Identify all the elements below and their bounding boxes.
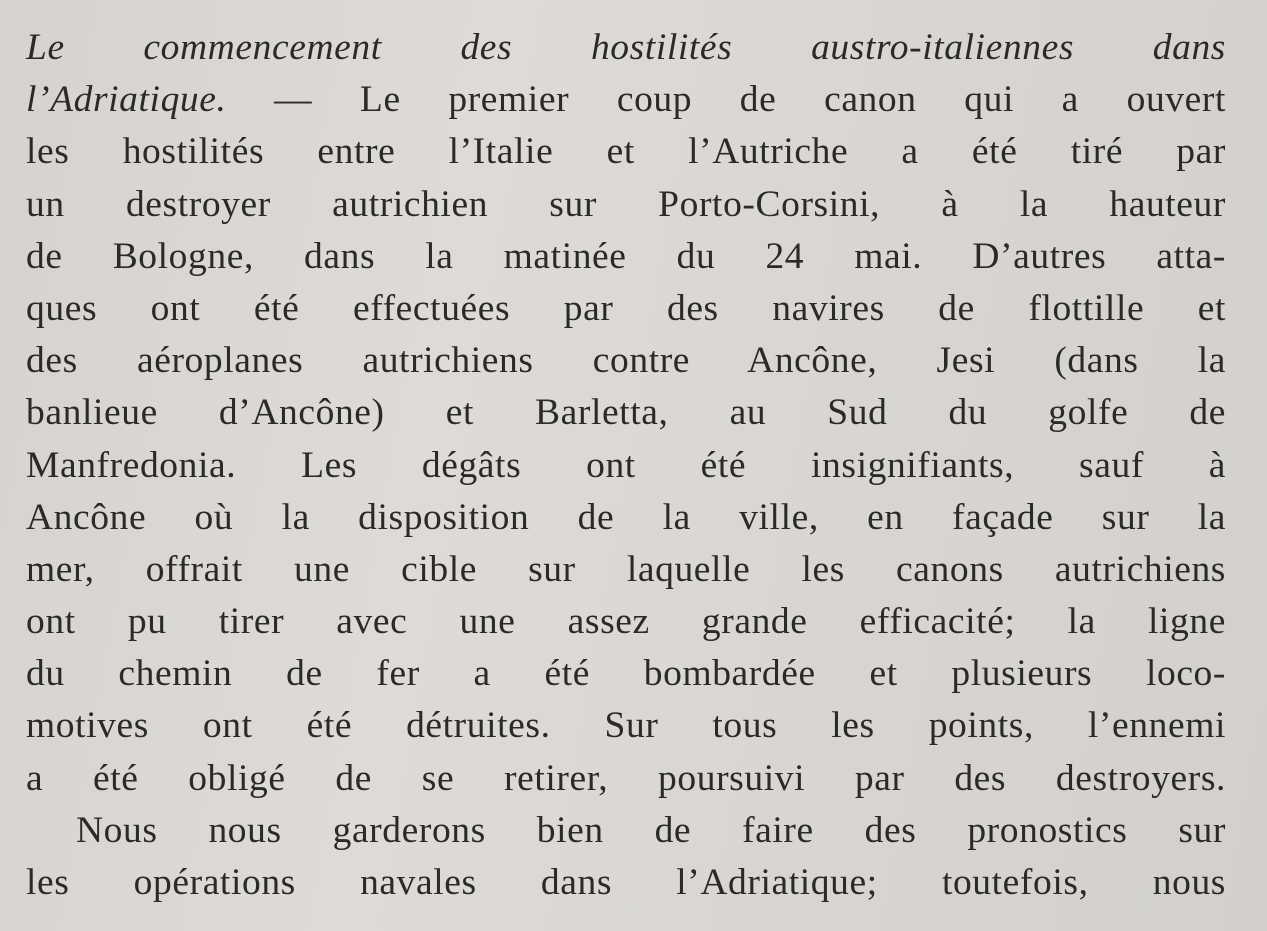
section-heading-end: l’Adriatique. [26, 79, 227, 121]
article-text [26, 22, 1226, 909]
paragraph2-line: les opérations navales dans l’Adriatique; toutefois, nous [26, 862, 1226, 903]
paragraph-line: mer, offrait une cible sur laquelle les canons autrichiens [26, 548, 1226, 590]
paragraph-line: un destroyer autrichien sur Porto-Corsini, à la hauteur [26, 183, 1226, 225]
paragraph-text: — Le premier coup de canon qui a ouvert [226, 79, 1226, 121]
paragraph-line: banlieue d’Ancône) et Barletta, au Sud du golfe de [26, 392, 1226, 434]
paragraph-line: ont pu tirer avec une assez grande efficacité; la ligne [26, 601, 1226, 643]
paragraph-line: a été obligé de se retirer, poursuivi par des destroyers. [26, 757, 1226, 799]
paragraph-line: de Bologne, dans la matinée du 24 mai. D’autres atta- [26, 235, 1226, 277]
paragraph-line: Manfredonia. Les dégâts ont été insignifiants, sauf à [26, 444, 1226, 486]
paragraph-line: des aéroplanes autrichiens contre Ancône, Jesi (dans la [26, 340, 1226, 382]
paragraph2-first-line: Nous nous garderons bien de faire des pronostics sur [76, 809, 1226, 851]
paragraph-line: du chemin de fer a été bombardée et plusieurs loco- [26, 653, 1226, 695]
paragraph-line: les hostilités entre l’Italie et l’Autriche a été tiré par [26, 131, 1226, 173]
section-heading: Le commencement des hostilités austro-italiennes dans [26, 27, 1226, 68]
paragraph-line: motives ont été détruites. Sur tous les points, l’ennemi [26, 705, 1226, 747]
paragraph-line: ques ont été effectuées par des navires de flottille et [26, 287, 1226, 329]
heading-continuation-line [26, 74, 1226, 126]
paragraph-line: Ancône où la disposition de la ville, en façade sur la [26, 496, 1226, 538]
